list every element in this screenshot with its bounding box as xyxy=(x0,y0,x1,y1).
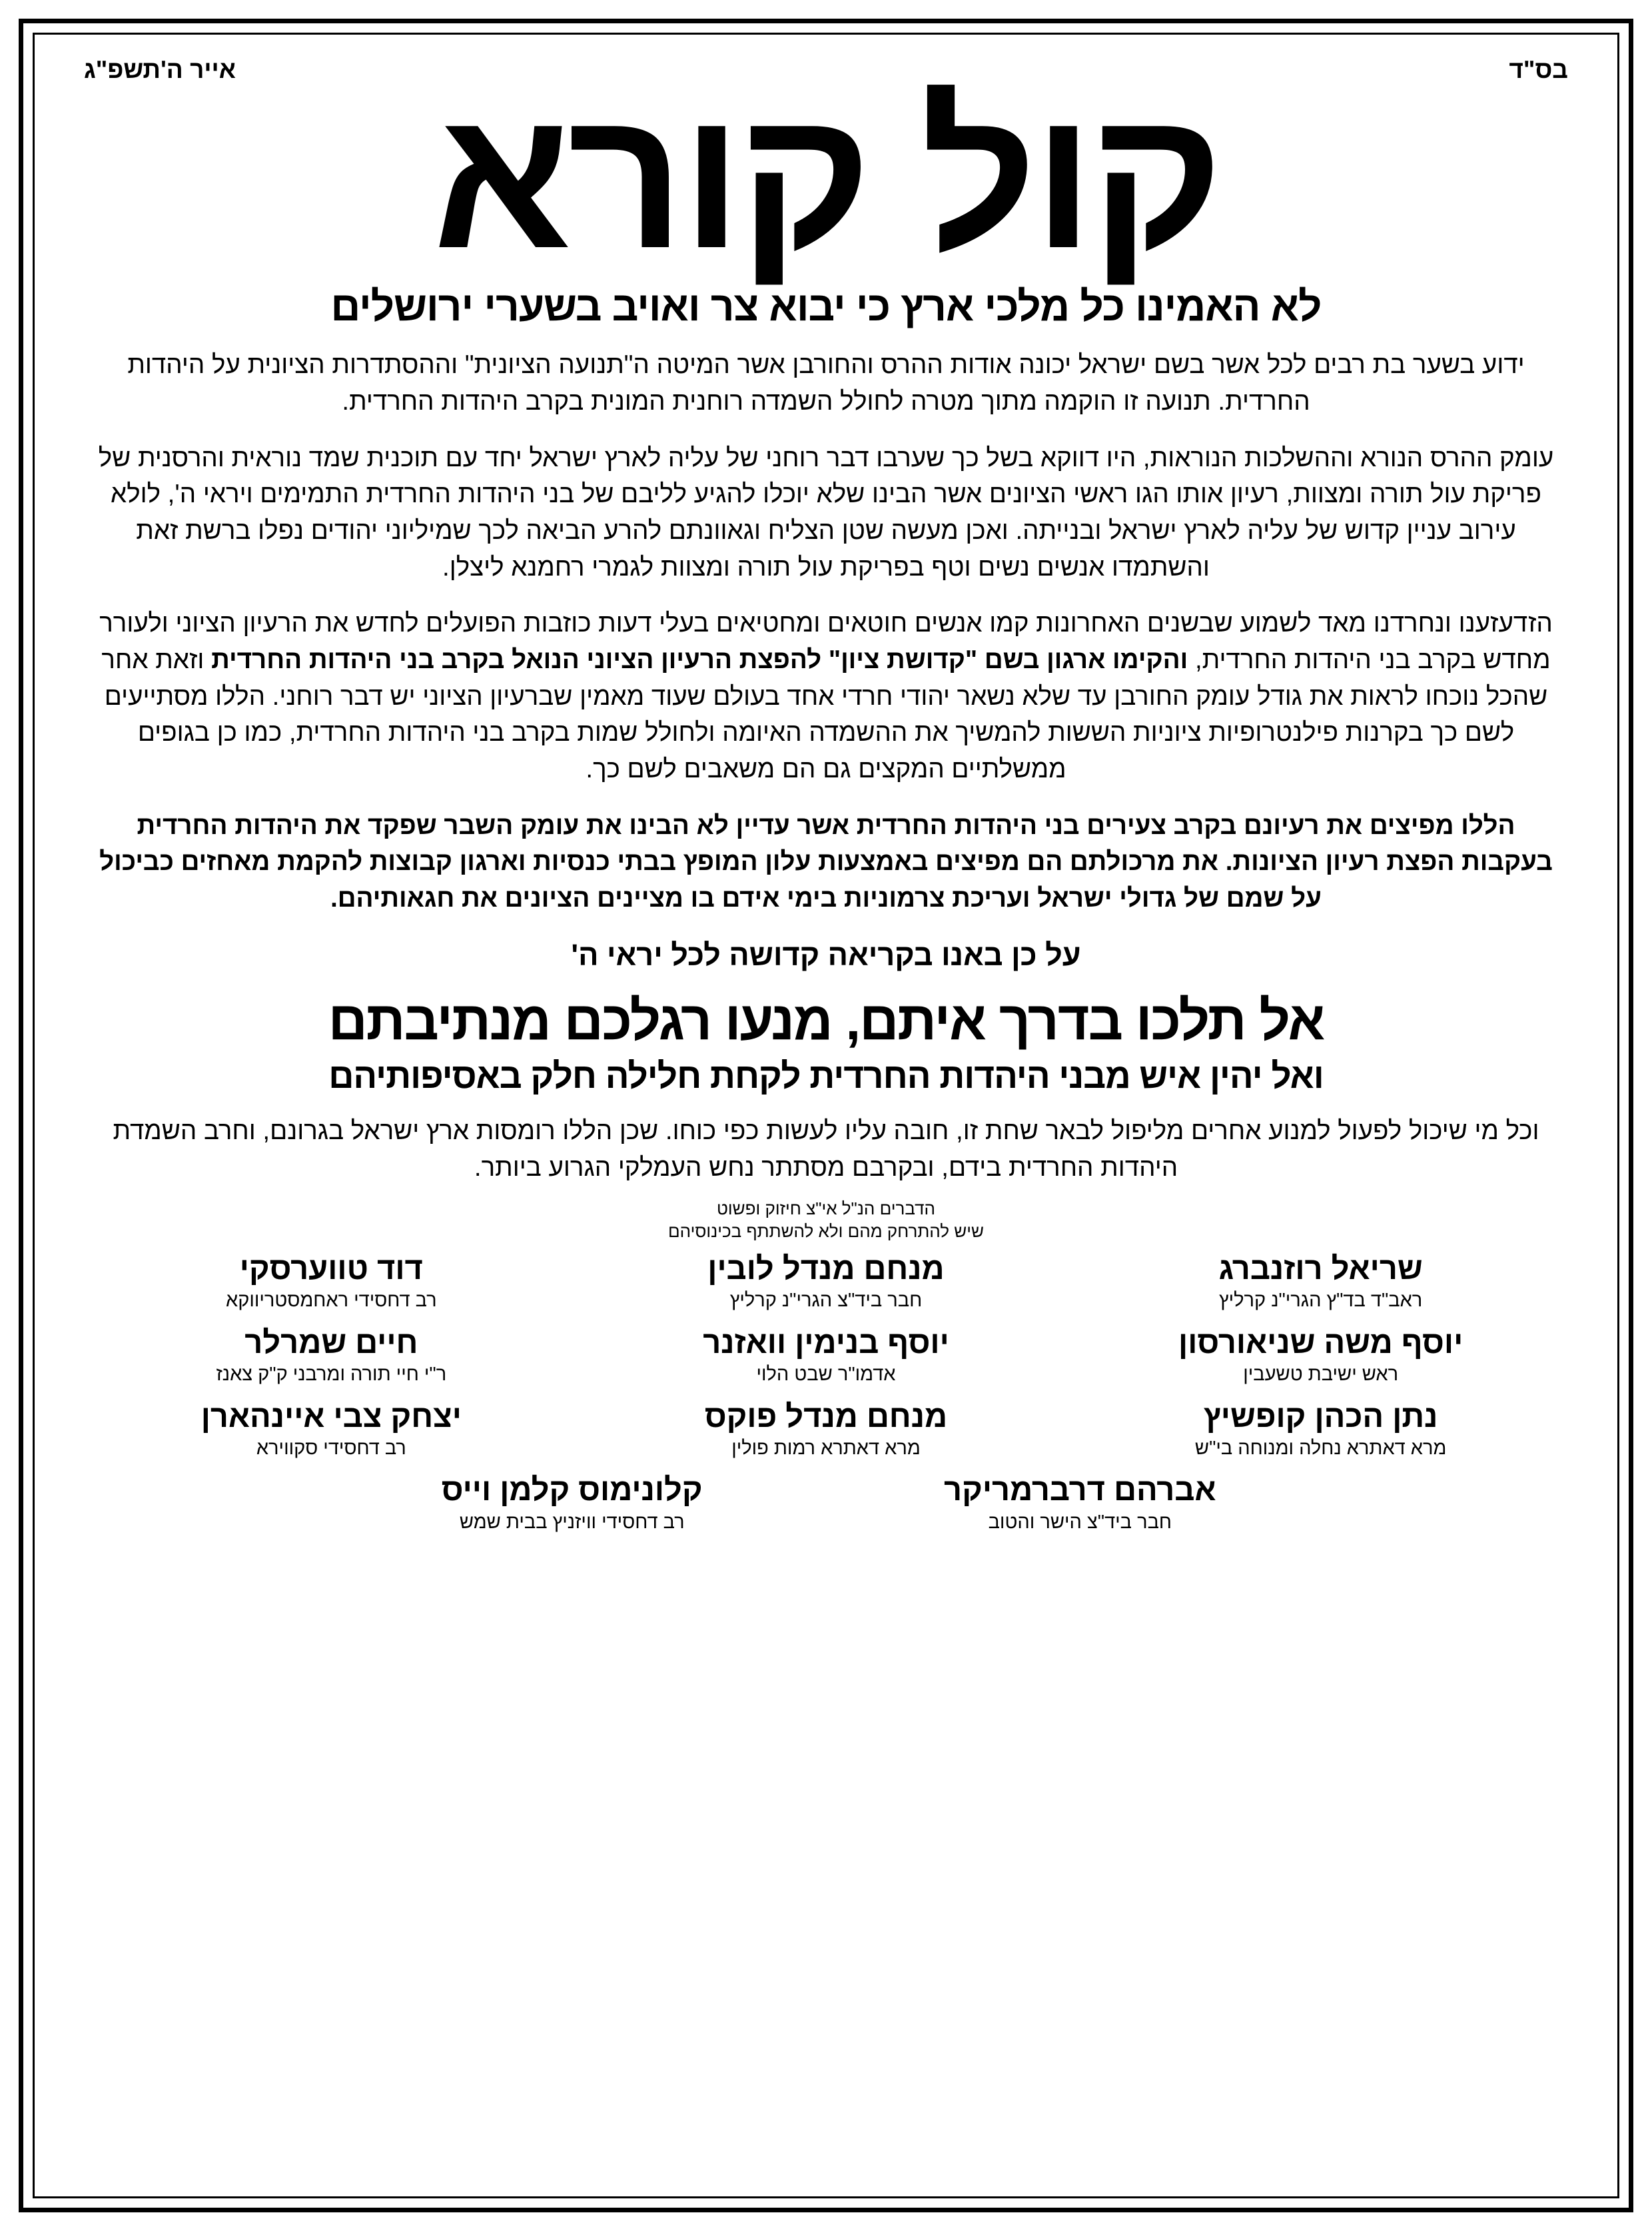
signatory-name: חיים שמרלר xyxy=(244,1324,418,1360)
signatory-title: חבר ביד"צ הישר והטוב xyxy=(988,1512,1172,1534)
closing-paragraph: וכל מי שיכול לפעול למנוע אחרים מליפול לבאר שחת זו, חובה עליו לעשות כפי כוחו. שכן הללו רומסות ארץ ישראל בגרונם, וחרב השמדת היהדות החרדית בידם, ובקרבם מסתתר נחש העמלקי הגרוע ביותר. xyxy=(113,1116,1539,1182)
signatory-name: שריאל רוזנברג xyxy=(1218,1250,1423,1286)
paragraph-3: הזדעזענו ונחרדנו מאד לשמוע שבשנים האחרונות קמו אנשים חוטאים ומחטיאים בעלי דעות כוזבות הפועלים לחדש את הרעיון הציוני ולעורר מחדש בקרב בני היהדות החרדית, והקימו ארגון בשם "קדושת ציון" להפצת הרעיון הציוני הנואל בקרב בני היהדות החרדית וזאת אחר שהכל נוכחו לראות את גודל עומק החורבן עד שלא נשאר יהודי חרדי אחד בעולם שעוד מאמין שברעיון הציוני יש דבר רוחני. הללו מסתייעים לשם כך בקרנות פילנטרופיות ציוניות הששות להמשיך את ההשמדה האיומה ולחולל שמות בקרב בני היהדות החרדית, כמו כן בגופים ממשלתיים המקצים גם הם משאבים לשם כך. xyxy=(99,609,1553,783)
signatory xyxy=(84,1325,579,1387)
footnote-line-1: הדברים הנ"ל אי"צ חיזוק ופשוט xyxy=(716,1198,936,1219)
signatory-name: אברהם דרברמריקר xyxy=(944,1472,1216,1508)
signatory-name: מנחם מנדל לובין xyxy=(707,1250,945,1286)
signatory-row xyxy=(84,1472,1568,1534)
signatory xyxy=(318,1472,826,1534)
signatory-title: ראש ישיבת טשעבין xyxy=(1243,1364,1399,1386)
signatory-title: אדמו"ר שבט הלוי xyxy=(756,1364,896,1386)
signatory xyxy=(826,1472,1334,1534)
secondary-appeal: ואל יהין איש מבני היהדות החרדית לקחת חלילה חלק באסיפותיהם xyxy=(328,1057,1324,1097)
bsd-label: בס"ד xyxy=(1509,56,1568,83)
signatory xyxy=(84,1399,579,1461)
signatory-title: רב דחסידי ראחמסטריווקא xyxy=(226,1290,437,1312)
signatory xyxy=(579,1399,1074,1461)
body-text xyxy=(84,347,1568,917)
footnote-line-2: שיש להתרחק מהם ולא להשתתף בכינוסיהם xyxy=(668,1220,984,1241)
paragraph-4: הללו מפיצים את רעיונם בקרב צעירים בני היהדות החרדית אשר עדיין לא הבינו את עומק השבר שפקד את היהדות החרדית בעקבות הפצת רעיון הציונות. את מרכולתם הם מפיצים באמצעות עלון המופץ בבתי כנסיות וארגון קבוצות להקמת מאחזים כביכול על שמם של גדולי ישראל ועריכת צרמוניות בימי אידם בו מציינים הציונים את חגאותיהם. xyxy=(99,811,1553,913)
signatory xyxy=(1073,1251,1568,1313)
signatory-name: מנחם מנדל פוקס xyxy=(704,1398,948,1434)
signatories xyxy=(84,1251,1568,1535)
page-title: קול קורא xyxy=(432,66,1220,290)
signatory-name: נתן הכהן קופשיץ xyxy=(1203,1398,1438,1434)
signatory-title: חבר ביד"צ הגרי"נ קרליץ xyxy=(729,1290,923,1312)
signatory xyxy=(579,1251,1074,1313)
inner-border xyxy=(33,33,1619,2198)
signatory-title: מרא דאתרא נחלה ומנוחה בי"ש xyxy=(1194,1438,1447,1460)
signatory-title: ראב"ד בד"ץ הגרי"נ קרליץ xyxy=(1219,1290,1423,1312)
signatory-name: יוסף בנימין וואזנר xyxy=(703,1324,949,1360)
signatory-row xyxy=(84,1251,1568,1313)
paragraph-1: ידוע בשער בת רבים לכל אשר בשם ישראל יכונה אודות ההרס והחורבן אשר המיטה ה"תנועה הציונית" וההסתדרות הציונית על היהדות החרדית. תנועה זו הוקמה מתוך מטרה לחולל השמדה רוחנית המונית בקרב היהדות החרדית. xyxy=(127,350,1525,416)
signatory-name: קלונימוס קלמן וייס xyxy=(441,1472,703,1508)
signatory-row xyxy=(84,1399,1568,1461)
main-appeal: אל תלכו בדרך איתם, מנעו רגלכם מנתיבתם xyxy=(328,990,1324,1051)
signatory-title: מרא דאתרא רמות פולין xyxy=(731,1438,921,1460)
signatory xyxy=(84,1251,579,1313)
signatory-row xyxy=(84,1325,1568,1387)
subtitle: לא האמינו כל מלכי ארץ כי יבוא צר ואויב בשערי ירושלים xyxy=(330,284,1322,330)
signatory-title: ר"י חיי תורה ומרבני ק"ק צאנז xyxy=(216,1364,447,1386)
signatory xyxy=(1073,1399,1568,1461)
signatory-title: רב דחסידי סקווירא xyxy=(256,1438,406,1460)
paragraph-2: עומק ההרס הנורא וההשלכות הנוראות, היו דווקא בשל כך שערבו דבר רוחני של עליה לארץ ישראל יחד עם תוכנית שמד נוראית והרסנית של פריקת עול תורה ומצוות, רעיון אותו הגו ראשי הציונים אשר הבינו שלא יוכלו להגיע לליבם של בני היהדות החרדית התמימים ויראי ה', לולא עירוב עניין קדוש של עליה לארץ ישראל ובנייתה. ואכן מעשה שטן הצליח וגאוונתם להרע הביאה לכך שמיליוני יהודים נפלו ברשת זאת והשתמדו אנשים נשים וטף בפריקת עול תורה ומצוות לגמרי רחמנא ליצלן. xyxy=(98,443,1554,582)
signatory-name: יוסף משה שניאורסון xyxy=(1178,1324,1463,1360)
outer-border xyxy=(19,19,1633,2212)
footnote xyxy=(84,1198,1568,1243)
signatory-name: דוד טווערסקי xyxy=(239,1250,423,1286)
call-to-action-line: על כן באנו בקריאה קדושה לכל יראי ה' xyxy=(571,937,1081,972)
signatory xyxy=(1073,1325,1568,1387)
signatory-name: יצחק צבי איינהארן xyxy=(201,1398,462,1434)
signatory-title: רב דחסידי וויזניץ בבית שמש xyxy=(459,1512,685,1534)
hebrew-date: אייר ה'תשפ"ג xyxy=(84,56,236,83)
signatory xyxy=(579,1325,1074,1387)
